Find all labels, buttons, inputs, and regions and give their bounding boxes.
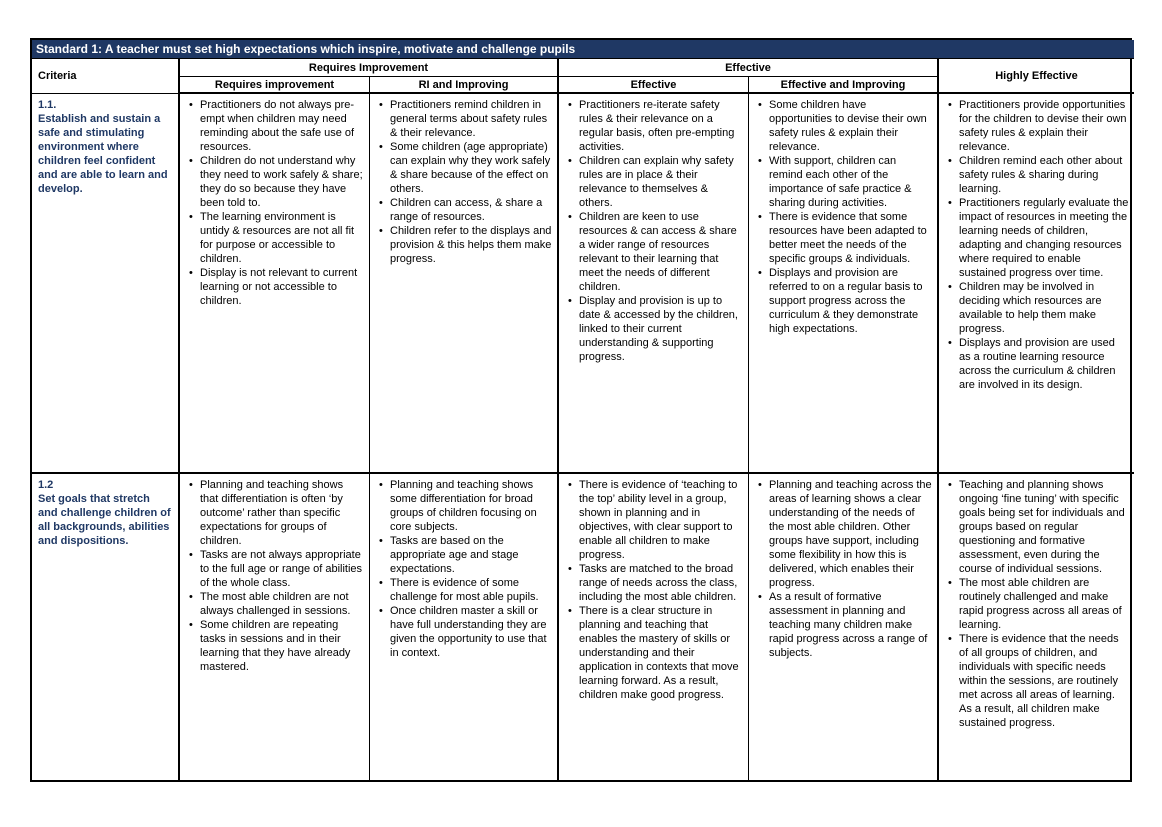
bullet-text: Once children master a skill or have full understanding they are given the opportunity to use that in context. — [390, 605, 547, 659]
bullet-item — [749, 98, 934, 154]
column-header-criteria: Criteria — [32, 59, 180, 94]
bullet-text: There is evidence that some resources have been adapted to better meet the needs of the specific groups & individuals. — [769, 211, 927, 265]
bullet-icon: • — [568, 563, 572, 575]
bullet-text: As a result of formative assessment in planning and teaching many children make rapid progress across a range of subjects. — [769, 591, 928, 659]
bullet-item — [939, 196, 1131, 280]
bullet-icon: • — [948, 99, 952, 111]
bullet-icon: • — [758, 155, 762, 167]
table-title: Standard 1: A teacher must set high expectations which inspire, motivate and challenge pupils — [32, 40, 1134, 59]
sub-header-requires-improvement: Requires improvement — [180, 77, 370, 94]
bullet-icon: • — [568, 211, 572, 223]
sub-header-effective: Effective — [559, 77, 749, 94]
bullet-text: Displays and provision are referred to on a regular basis to support progress across the curriculum & they demonstrate high expectations. — [769, 267, 923, 335]
bullet-item — [939, 576, 1131, 632]
bullet-text: Displays and provision are used as a routine learning resource across the curriculum & children are involved in its design. — [959, 337, 1116, 391]
group-header-effective: Effective — [559, 59, 939, 77]
bullet-item — [939, 98, 1131, 154]
bullet-item — [749, 210, 934, 266]
bullet-icon: • — [948, 197, 952, 209]
bullet-text: Some children have opportunities to devise their own safety rules & explain their relevance. — [769, 99, 927, 153]
bullet-item — [370, 140, 554, 196]
cell-1-2-requires-improvement — [180, 474, 370, 780]
cell-1-1-effective-and-improving — [749, 94, 939, 474]
bullet-item — [749, 154, 934, 210]
bullet-icon: • — [948, 577, 952, 589]
bullet-text: Children are keen to use resources & can access & share a wider range of resources relevant to their learning that meet the needs of different children. — [579, 211, 737, 293]
bullet-text: Some children (age appropriate) can explain why they work safely & share because of the effect on others. — [390, 141, 551, 195]
bullet-icon: • — [379, 225, 383, 237]
bullet-text: The learning environment is untidy & resources are not all fit for purpose or accessible to children. — [200, 211, 355, 265]
bullet-item — [180, 266, 366, 308]
bullet-item — [939, 478, 1131, 576]
bullet-icon: • — [568, 295, 572, 307]
bullet-text: Display and provision is up to date & accessed by the children, linked to their current understanding & supporting progress. — [579, 295, 738, 363]
bullet-item — [370, 604, 554, 660]
cell-1-2-effective-and-improving — [749, 474, 939, 780]
bullet-icon: • — [379, 99, 383, 111]
bullet-text: Children refer to the displays and provision & this helps them make progress. — [390, 225, 552, 265]
bullet-icon: • — [379, 605, 383, 617]
bullet-item — [939, 280, 1131, 336]
bullet-item — [749, 478, 934, 590]
bullet-icon: • — [379, 197, 383, 209]
column-header-highly-effective: Highly Effective — [939, 59, 1134, 94]
bullet-text: Children remind each other about safety rules & sharing during learning. — [959, 155, 1123, 195]
group-header-requires-improvement: Requires Improvement — [180, 59, 559, 77]
bullet-item — [559, 210, 745, 294]
cell-1-2-ri-and-improving — [370, 474, 559, 780]
bullet-text: Some children are repeating tasks in sessions and in their learning that they have already mastered. — [200, 619, 351, 673]
criteria-description: Set goals that stretch and challenge children of all backgrounds, abilities and dispositions. — [38, 493, 171, 547]
criteria-cell-1-1 — [32, 94, 180, 474]
bullet-text: With support, children can remind each other of the importance of safe practice & sharing during activities. — [769, 155, 912, 209]
criteria-cell-1-2 — [32, 474, 180, 780]
bullet-icon: • — [189, 155, 193, 167]
bullet-item — [559, 562, 745, 604]
bullet-icon: • — [758, 591, 762, 603]
bullet-text: Children can explain why safety rules are in place & their relevance to themselves & others. — [579, 155, 734, 209]
bullet-item — [180, 590, 366, 618]
bullet-item — [749, 266, 934, 336]
bullet-item — [559, 294, 745, 364]
bullet-item — [180, 154, 366, 210]
bullet-item — [370, 534, 554, 576]
bullet-icon: • — [758, 211, 762, 223]
bullet-item — [939, 154, 1131, 196]
bullet-icon: • — [189, 211, 193, 223]
sub-header-effective-and-improving: Effective and Improving — [749, 77, 939, 94]
cell-1-1-requires-improvement — [180, 94, 370, 474]
bullet-icon: • — [758, 267, 762, 279]
bullet-text: Practitioners regularly evaluate the impact of resources in meeting the learning needs of children, adapting and changing resources where required to enable sustained progress over time. — [959, 197, 1129, 279]
bullet-text: Teaching and planning shows ongoing ‘fine tuning’ with specific goals being set for individuals and groups based on regular questioning and formative assessment, even during the course of individual sessions. — [959, 479, 1125, 575]
bullet-item — [180, 210, 366, 266]
criteria-id: 1.1. — [38, 99, 57, 111]
criteria-description: Establish and sustain a safe and stimulating environment where children feel confident and are able to learn and develop. — [38, 113, 168, 195]
bullet-icon: • — [189, 619, 193, 631]
bullet-item — [180, 618, 366, 674]
bullet-text: Planning and teaching across the areas of learning shows a clear understanding of the needs of the most able children. Other groups have support, including some flexibility in how this is delivered, which enables their progress. — [769, 479, 932, 589]
bullet-icon: • — [379, 577, 383, 589]
cell-1-2-effective — [559, 474, 749, 780]
bullet-icon: • — [189, 591, 193, 603]
cell-1-1-ri-and-improving — [370, 94, 559, 474]
bullet-item — [559, 604, 745, 702]
bullet-item — [370, 478, 554, 534]
bullet-icon: • — [948, 337, 952, 349]
bullet-icon: • — [568, 99, 572, 111]
cell-1-2-highly-effective — [939, 474, 1134, 780]
bullet-item — [370, 576, 554, 604]
bullet-icon: • — [948, 281, 952, 293]
bullet-text: Children may be involved in deciding which resources are available to help them make progress. — [959, 281, 1102, 335]
bullet-item — [749, 590, 934, 660]
bullet-icon: • — [379, 141, 383, 153]
bullet-item — [559, 98, 745, 154]
bullet-icon: • — [189, 549, 193, 561]
bullet-text: Display is not relevant to current learning or not accessible to children. — [200, 267, 358, 307]
bullet-text: There is evidence of some challenge for most able pupils. — [390, 577, 539, 603]
bullet-icon: • — [948, 155, 952, 167]
bullet-item — [559, 154, 745, 210]
bullet-text: Planning and teaching shows that differentiation is often ‘by outcome’ rather than specific expectations for groups of children. — [200, 479, 344, 547]
bullet-text: Children can access, & share a range of resources. — [390, 197, 543, 223]
bullet-item — [370, 224, 554, 266]
bullet-item — [180, 98, 366, 154]
bullet-item — [370, 98, 554, 140]
bullet-icon: • — [379, 479, 383, 491]
sub-header-ri-and-improving: RI and Improving — [370, 77, 559, 94]
bullet-icon: • — [568, 479, 572, 491]
bullet-icon: • — [568, 605, 572, 617]
bullet-text: There is evidence of ‘teaching to the top’ ability level in a group, shown in planning and in objectives, with clear support to enable all children to make progress. — [579, 479, 738, 561]
bullet-text: The most able children are not always challenged in sessions. — [200, 591, 351, 617]
bullet-icon: • — [379, 535, 383, 547]
bullet-item — [180, 548, 366, 590]
bullet-icon: • — [948, 633, 952, 645]
bullet-item — [939, 632, 1131, 730]
bullet-icon: • — [758, 99, 762, 111]
bullet-text: Practitioners provide opportunities for the children to devise their own safety rules & explain their relevance. — [959, 99, 1127, 153]
bullet-item — [559, 478, 745, 562]
bullet-icon: • — [758, 479, 762, 491]
bullet-item — [370, 196, 554, 224]
bullet-icon: • — [948, 479, 952, 491]
bullet-icon: • — [189, 267, 193, 279]
bullet-text: There is evidence that the needs of all groups of children, and individuals with specific needs within the sessions, are routinely met across all areas of learning. As a result, all children make sustained progress. — [959, 633, 1119, 729]
bullet-text: Tasks are based on the appropriate age and stage expectations. — [390, 535, 519, 575]
bullet-text: Practitioners re-iterate safety rules & their relevance on a regular basis, often pre-empting activities. — [579, 99, 735, 153]
bullet-text: Practitioners remind children in general terms about safety rules & their relevance. — [390, 99, 548, 139]
bullet-item — [939, 336, 1131, 392]
bullet-text: Tasks are not always appropriate to the full age or range of abilities of the whole class. — [200, 549, 363, 589]
bullet-icon: • — [189, 99, 193, 111]
cell-1-1-effective — [559, 94, 749, 474]
bullet-icon: • — [568, 155, 572, 167]
bullet-text: Children do not understand why they need to work safely & share; they do so because they have been told to. — [200, 155, 363, 209]
bullet-item — [180, 478, 366, 548]
bullet-text: Tasks are matched to the broad range of needs across the class, including the most able children. — [579, 563, 738, 603]
bullet-text: There is a clear structure in planning and teaching that enables the mastery of skills or understanding and their application in contexts that move learning forward. As a result, children make good progress. — [579, 605, 739, 701]
bullet-text: The most able children are routinely challenged and make rapid progress across all areas of learning. — [959, 577, 1122, 631]
criteria-id: 1.2 — [38, 479, 54, 491]
bullet-icon: • — [189, 479, 193, 491]
standard-1-rubric-table — [30, 38, 1132, 782]
bullet-text: Practitioners do not always pre-empt when children may need reminding about the safe use of resources. — [200, 99, 355, 153]
bullet-text: Planning and teaching shows some differentiation for broad groups of children focusing on core subjects. — [390, 479, 537, 533]
cell-1-1-highly-effective — [939, 94, 1134, 474]
